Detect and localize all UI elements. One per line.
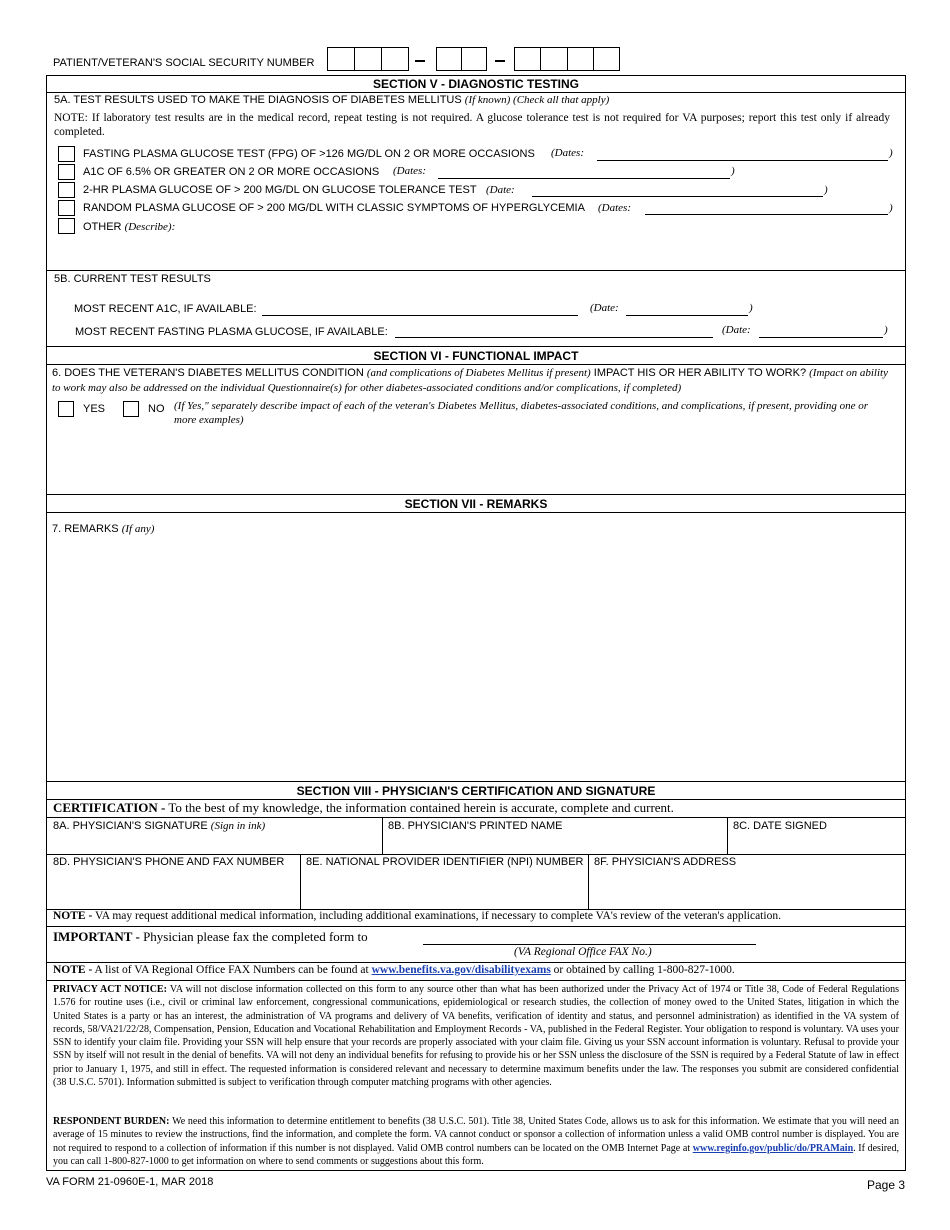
- question-5a: [54, 94, 609, 106]
- page-number: Page 3: [867, 1178, 906, 1192]
- checkbox-no[interactable]: [123, 401, 139, 417]
- field-8f-label: 8F. PHYSICIAN'S ADDRESS: [594, 856, 737, 868]
- disability-exams-link[interactable]: www.benefits.va.gov/disabilityexams: [371, 964, 551, 976]
- close-paren: ): [824, 184, 828, 196]
- divider: [727, 817, 728, 854]
- a1c-input[interactable]: [262, 315, 578, 316]
- question-7: [52, 523, 154, 535]
- fax-caption: (VA Regional Office FAX No.): [514, 946, 652, 958]
- option-fpg-label: FASTING PLASMA GLUCOSE TEST (FPG) OF >126 MG/DL ON 2 OR MORE OCCASIONS: [83, 148, 535, 160]
- note-additional-info: [53, 910, 781, 922]
- option-a1c-label: A1C OF 6.5% OR GREATER ON 2 OR MORE OCCASIONS: [83, 166, 380, 178]
- option-a1c-dates-input[interactable]: [438, 178, 730, 179]
- ssn-label: PATIENT/VETERAN'S SOCIAL SECURITY NUMBER: [53, 57, 315, 69]
- no-label: NO: [148, 403, 165, 415]
- option-fpg-dates-input[interactable]: [597, 160, 888, 161]
- field-8c-label: 8C. DATE SIGNED: [733, 820, 827, 832]
- checkbox-random[interactable]: [58, 200, 75, 216]
- burden-title: RESPONDENT BURDEN:: [53, 1116, 170, 1127]
- checkbox-2hr[interactable]: [58, 182, 75, 198]
- note-1-title: NOTE -: [53, 910, 93, 922]
- privacy-title: PRIVACY ACT NOTICE:: [53, 984, 167, 995]
- checkbox-other[interactable]: [58, 218, 75, 234]
- section-8-title: SECTION VIII - PHYSICIAN'S CERTIFICATION AND SIGNATURE: [296, 784, 656, 798]
- divider: [588, 854, 589, 909]
- close-paren: ): [884, 324, 888, 336]
- important-fax: [53, 929, 368, 945]
- a1c-label: MOST RECENT A1C, IF AVAILABLE:: [74, 303, 257, 315]
- divider: [46, 926, 906, 927]
- question-7-label: 7. REMARKS: [52, 523, 119, 535]
- option-2hr-date-input[interactable]: [532, 196, 823, 197]
- divider: [46, 270, 906, 271]
- question-6-start: 6. DOES THE VETERAN'S DIABETES MELLITUS CONDITION: [52, 367, 364, 379]
- ssn-field-part3[interactable]: [514, 47, 620, 71]
- option-random-date-label: (Dates:: [598, 202, 631, 214]
- phone-fax-input[interactable]: [50, 872, 296, 906]
- field-8a-label: 8A. PHYSICIAN'S SIGNATURE: [53, 820, 208, 832]
- important-title: IMPORTANT -: [53, 929, 140, 944]
- fpg-date-input[interactable]: [759, 337, 883, 338]
- divider: [46, 92, 906, 93]
- a1c-date-input[interactable]: [626, 315, 748, 316]
- note-1-text: VA may request additional medical information, including additional examinations, if necessary to complete VA's review of the veteran's application.: [94, 910, 781, 922]
- note-2-text: A list of VA Regional Office FAX Numbers can be found at: [94, 964, 369, 976]
- close-paren: ): [889, 202, 893, 214]
- option-other-describe: (Describe):: [124, 221, 176, 233]
- question-5a-note: (If known) (Check all that apply): [464, 94, 610, 106]
- certification-title: CERTIFICATION -: [53, 800, 166, 815]
- option-2hr-date-label: (Date:: [486, 184, 515, 196]
- note-2-title: NOTE -: [53, 964, 93, 976]
- question-6-note: (Impact on ability to work may also be addressed on the individual Questionnaire(s) for other diabetes-associated conditions and/or complications, if completed): [52, 367, 888, 394]
- form-id: VA FORM 21-0960E-1, MAR 2018: [46, 1176, 214, 1188]
- privacy-text: VA will not disclose information collected on this form to any source other than what has been authorized under the Privacy Act of 1974 or Title 38, Code of Federal Regulations 1.576 for routine uses (i.e., civil or criminal law enforcement, congressional communications, epidemiological or research studies, the collection of money owed to the United States, litigation in which the United States is a party or has an interest, the administration of VA programs and delivery of VA benefits, verification of identity and status, and personnel administration) as identified in the VA system of records, 58/VA21/22/28, Compensation, Pension, Education and Vocational Rehabilitation and Employment Records - VA, published in the Federal Register. Your obligation to respond is voluntary. VA uses your SSN to identify your claim file. Providing your SSN will help ensure that your records are properly associated with your claim file. Giving us your SSN account information is voluntary. Refusal to provide your SSN by itself will not result in the denial of benefits. VA will not deny an individual benefits for refusing to provide his or her SSN unless the disclosure of the SSN is required by a Federal Statute of law in effect prior to January 1, 1975, and still in effect. The requested information is considered relevant and necessary to determine maximum benefits under the law. The responses you submit are considered confidential (38 U.S.C. 5701). Information submitted is subject to verification through computer matching programs with other agencies.: [53, 984, 899, 1089]
- section-6-title: SECTION VI - FUNCTIONAL IMPACT: [373, 349, 579, 363]
- npi-input[interactable]: [304, 872, 584, 906]
- certification: [53, 800, 674, 816]
- question-7-note: (If any): [121, 523, 155, 535]
- burden-text: We need this information to determine entitlement to benefits (38 U.S.C. 501). Title 38, United States Code, allows us to ask for this information. We estimate that you will need an average of 15 minutes to review the instructions, find the information, and complete the form. VA cannot conduct or sponsor a collection of information unless a valid OMB control number is displayed. You are not required to respond to a collection of information if this number is not displayed. Valid OMB control numbers can be located on the OMB Internet Page at: [53, 1116, 899, 1154]
- divider: [46, 854, 906, 855]
- date-signed-input[interactable]: [731, 833, 901, 851]
- remarks-input[interactable]: [52, 540, 900, 775]
- divider: [46, 512, 906, 513]
- field-8b-label: 8B. PHYSICIAN'S PRINTED NAME: [388, 820, 563, 832]
- divider: [46, 346, 906, 347]
- checkbox-a1c[interactable]: [58, 164, 75, 180]
- divider: [46, 980, 906, 981]
- divider: [46, 962, 906, 963]
- divider: [382, 817, 383, 854]
- option-other-label: OTHER: [83, 221, 122, 233]
- pra-main-link[interactable]: www.reginfo.gov/public/do/PRAMain: [692, 1142, 854, 1154]
- field-8a-note: (Sign in ink): [210, 820, 266, 832]
- close-paren: ): [889, 147, 893, 159]
- divider: [46, 494, 906, 495]
- divider: [300, 854, 301, 909]
- question-6-end: IMPACT HIS OR HER ABILITY TO WORK?: [593, 367, 807, 379]
- option-random-dates-input[interactable]: [645, 214, 888, 215]
- ssn-dash-2: [495, 60, 505, 62]
- option-2hr-label: 2-HR PLASMA GLUCOSE OF > 200 MG/DL ON GLUCOSE TOLERANCE TEST: [83, 184, 477, 196]
- ssn-dash-1: [415, 60, 425, 62]
- signature-input[interactable]: [50, 833, 378, 851]
- ssn-field-part1[interactable]: [327, 47, 409, 71]
- checkbox-fpg[interactable]: [58, 146, 75, 162]
- field-8a: [53, 820, 265, 832]
- question-6: [52, 366, 892, 395]
- a1c-date-label: (Date:: [590, 302, 619, 314]
- field-8d-label: 8D. PHYSICIAN'S PHONE AND FAX NUMBER: [53, 856, 285, 868]
- certification-text: To the best of my knowledge, the information contained herein is accurate, complete and current.: [168, 800, 674, 815]
- note-fax-list: [53, 964, 735, 976]
- fpg-input[interactable]: [395, 337, 713, 338]
- option-other: [83, 221, 175, 233]
- note-2-text-end: or obtained by calling 1-800-827-1000.: [553, 964, 735, 976]
- fax-number-input[interactable]: [423, 944, 756, 945]
- burden-text-end: . If desired, you can call 1-800-827-1000 to get information on where to send comments or suggestions about this form.: [53, 1142, 899, 1167]
- option-random-label: RANDOM PLASMA GLUCOSE OF > 200 MG/DL WITH CLASSIC SYMPTOMS OF HYPERGLYCEMIA: [83, 202, 585, 214]
- divider: [46, 817, 906, 818]
- divider: [46, 364, 906, 365]
- option-a1c-date-label: (Dates:: [393, 165, 426, 177]
- section-7-title: SECTION VII - REMARKS: [404, 497, 548, 511]
- question-5a-label: 5A. TEST RESULTS USED TO MAKE THE DIAGNOSIS OF DIABETES MELLITUS: [54, 94, 462, 106]
- fpg-label: MOST RECENT FASTING PLASMA GLUCOSE, IF AVAILABLE:: [75, 326, 388, 338]
- option-fpg-date-label: (Dates:: [551, 147, 584, 159]
- respondent-burden: [53, 1115, 899, 1168]
- privacy-act-notice: [53, 983, 899, 1089]
- divider: [46, 781, 906, 782]
- if-yes-instructions: (If Yes," separately describe impact of each of the veteran's Diabetes Mellitus, diabetes-associated conditions, and complications, if present, providing one or more examples): [174, 400, 869, 426]
- close-paren: ): [749, 302, 753, 314]
- checkbox-yes[interactable]: [58, 401, 74, 417]
- important-text: Physician please fax the completed form to: [143, 929, 368, 944]
- fpg-date-label: (Date:: [722, 324, 751, 336]
- close-paren: ): [731, 165, 735, 177]
- ssn-field-part2[interactable]: [436, 47, 487, 71]
- question-5b: 5B. CURRENT TEST RESULTS: [54, 273, 211, 285]
- field-8e-label: 8E. NATIONAL PROVIDER IDENTIFIER (NPI) NUMBER: [306, 856, 584, 868]
- yes-label: YES: [83, 403, 106, 415]
- printed-name-input[interactable]: [386, 833, 723, 851]
- section-5-note: NOTE: If laboratory test results are in the medical record, repeat testing is not required. A glucose tolerance test is not required for VA purposes; report this test only if already completed.: [54, 112, 890, 138]
- question-6-italic: (and complications of Diabetes Mellitus if present): [366, 367, 591, 379]
- section-5-title: SECTION V - DIAGNOSTIC TESTING: [372, 77, 579, 91]
- address-input[interactable]: [592, 872, 902, 906]
